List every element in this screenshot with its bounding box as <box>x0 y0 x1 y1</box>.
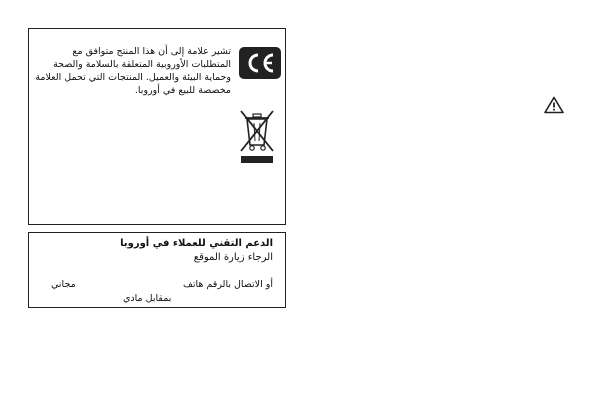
ce-compliance-box <box>28 28 286 225</box>
support-visit-text: الرجاء زيارة الموقع <box>193 252 273 263</box>
warning-triangle-icon <box>544 96 564 114</box>
crossed-out-wheelie-bin-icon <box>235 107 279 165</box>
customer-support-box <box>28 232 286 308</box>
ce-text-line-3: وحماية البيئة والعميل. المنتجات التي تحمل العلامة <box>35 72 231 83</box>
ce-compliance-text <box>31 45 231 97</box>
support-title: الدعم التقني للعملاء في أوروبا <box>120 238 273 249</box>
ce-text-line-2: المتطلبات الأوروبية المتعلقة بالسلامة والصحة <box>53 59 231 70</box>
ce-text-line-1: تشير علامة إلى أن هذا المنتج متوافق مع <box>72 46 231 57</box>
ce-text-line-4: مخصصة للبيع في أوروبا. <box>134 85 231 96</box>
ce-mark-icon <box>239 47 281 79</box>
support-call-text: أو الاتصال بالرقم هاتف <box>183 279 273 290</box>
support-cost-label: بمقابل مادي <box>123 293 172 304</box>
support-free-label: مجاني <box>51 279 76 290</box>
